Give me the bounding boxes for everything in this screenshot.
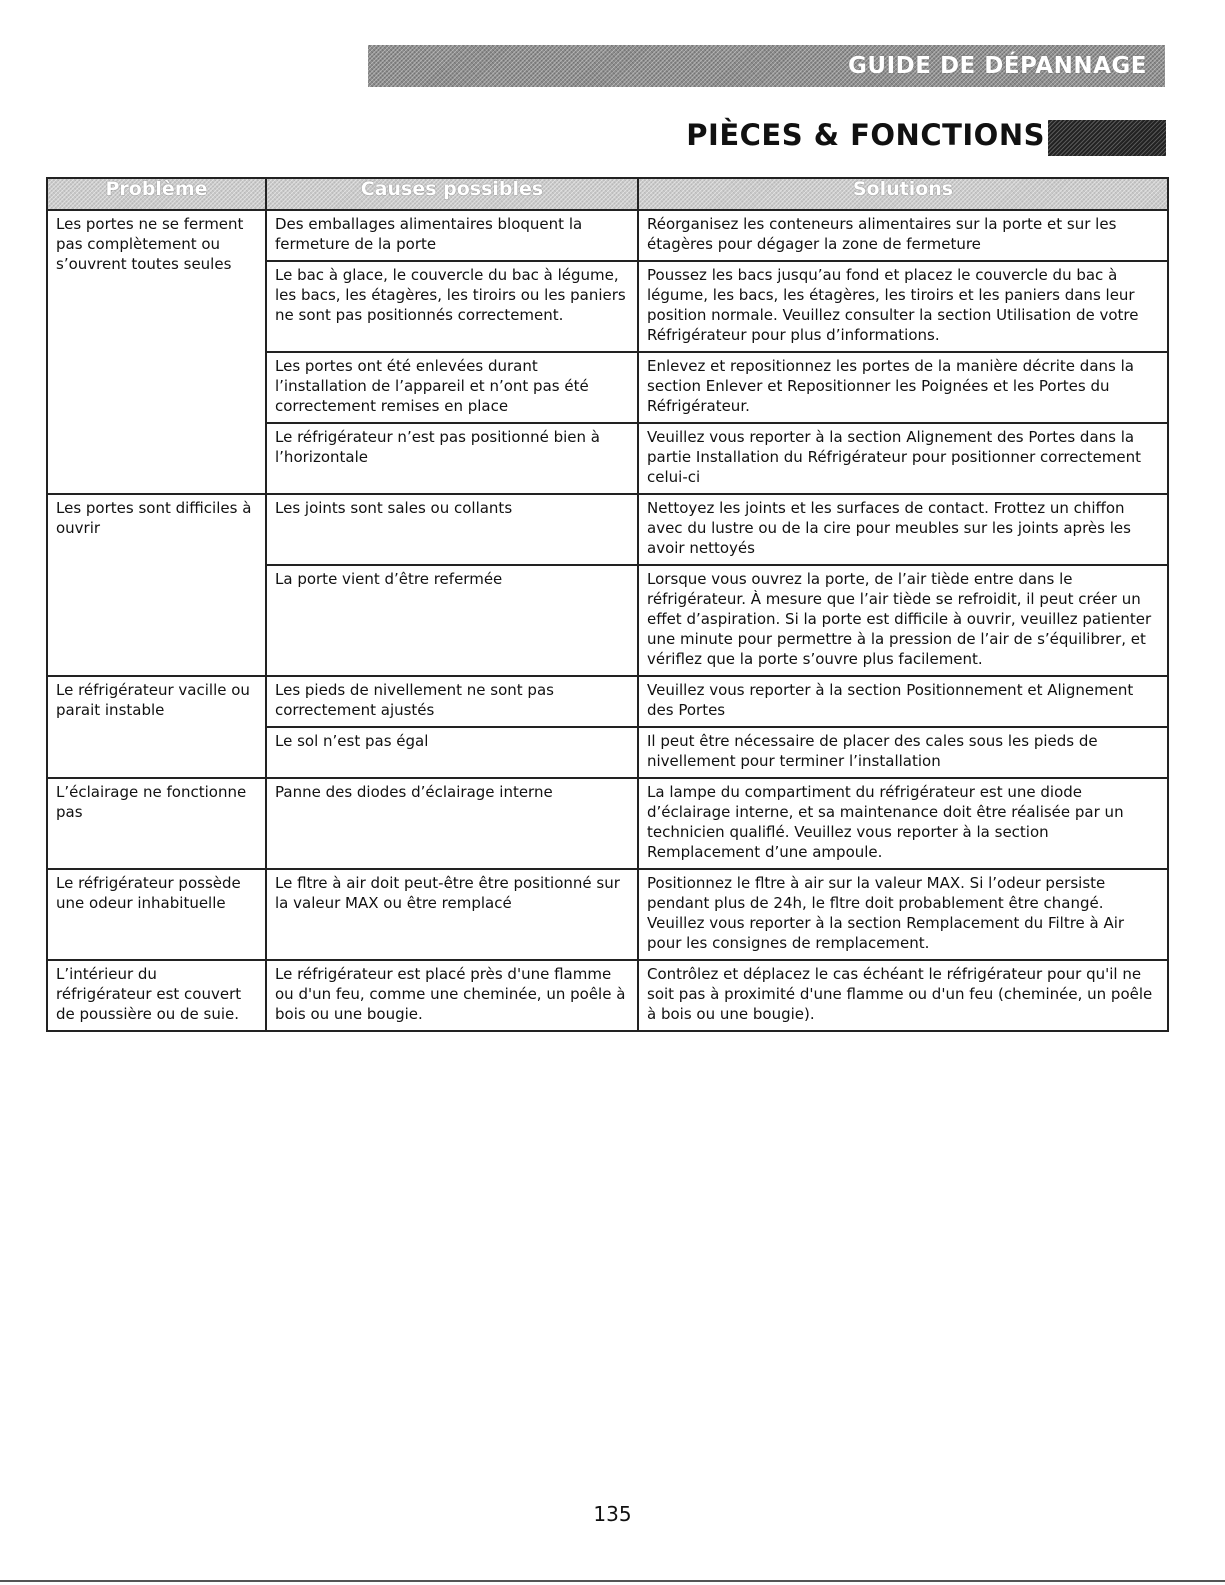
table-row [47,676,1168,727]
problem-cell: Le réfrigérateur vacille ou parait instable [47,676,266,778]
cause-cell: Le réfrigérateur n’est pas positionné bien à l’horizontale [266,423,638,494]
column-header-solutions: Solutions [638,178,1168,210]
table-row [47,960,1168,1031]
solution-cell: Enlevez et repositionnez les portes de la manière décrite dans la section Enlever et Repositionner les Poignées et les Portes du Réfrigérateur. [638,352,1168,423]
problem-cell: Les portes ne se ferment pas complètement ou s’ouvrent toutes seules [47,210,266,494]
column-header-causes: Causes possibles [266,178,638,210]
solution-cell: Réorganisez les conteneurs alimentaires sur la porte et sur les étagères pour dégager la zone de fermeture [638,210,1168,261]
column-header-problem: Problème [47,178,266,210]
cause-cell: Les portes ont été enlevées durant l’installation de l’appareil et n’ont pas été correctement remises en place [266,352,638,423]
solution-cell: Veuillez vous reporter à la section Alignement des Portes dans la partie Installation du Réfrigérateur pour positionner correctement celui-ci [638,423,1168,494]
banner-title: GUIDE DE DÉPANNAGE [848,53,1147,79]
cause-cell: Panne des diodes d’éclairage interne [266,778,638,869]
cause-cell: Les pieds de nivellement ne sont pas correctement ajustés [266,676,638,727]
table-row [47,778,1168,869]
table-header-row [47,178,1168,210]
bottom-divider [0,1580,1225,1582]
section-banner [368,45,1165,87]
cause-cell: Le bac à glace, le couvercle du bac à légume, les bacs, les étagères, les tiroirs ou les paniers ne sont pas positionnés correctement. [266,261,638,352]
problem-cell: L’intérieur du réfrigérateur est couvert de poussière ou de suie. [47,960,266,1031]
troubleshooting-table [46,177,1169,1032]
solution-cell: Contrôlez et déplacez le cas échéant le réfrigérateur pour qu'il ne soit pas à proximité d'une flamme ou d'un feu (cheminée, un poêle à bois ou une bougie). [638,960,1168,1031]
cause-cell: Les joints sont sales ou collants [266,494,638,565]
solution-cell: Il peut être nécessaire de placer des cales sous les pieds de nivellement pour terminer l’installation [638,727,1168,778]
solution-cell: Nettoyez les joints et les surfaces de contact. Frottez un chiffon avec du lustre ou de la cire pour meubles sur les joints après les avoir nettoyés [638,494,1168,565]
title-marker-block [1048,120,1166,156]
table-row [47,494,1168,565]
cause-cell: Le sol n’est pas égal [266,727,638,778]
problem-cell: Le réfrigérateur possède une odeur inhabituelle [47,869,266,960]
solution-cell: La lampe du compartiment du réfrigérateur est une diode d’éclairage interne, et sa maintenance doit être réalisée par un technicien qualiflé. Veuillez vous reporter à la section Remplacement d’une ampoule. [638,778,1168,869]
table-row [47,869,1168,960]
cause-cell: La porte vient d’être refermée [266,565,638,676]
solution-cell: Positionnez le fltre à air sur la valeur MAX. Si l’odeur persiste pendant plus de 24h, le fltre doit probablement être changé. Veuillez vous reporter à la section Remplacement du Filtre à Air pour les consignes de remplacement. [638,869,1168,960]
table-row [47,210,1168,261]
solution-cell: Lorsque vous ouvrez la porte, de l’air tiède entre dans le réfrigérateur. À mesure que l’air tiède se refroidit, il peut créer un effet d’aspiration. Si la porte est difficile à ouvrir, veuillez patienter une minute pour permettre à la pression de l’air de s’équilibrer, et vériflez que la porte s’ouvre plus facilement. [638,565,1168,676]
cause-cell: Le fltre à air doit peut-être être positionné sur la valeur MAX ou être remplacé [266,869,638,960]
problem-cell: L’éclairage ne fonctionne pas [47,778,266,869]
solution-cell: Veuillez vous reporter à la section Positionnement et Alignement des Portes [638,676,1168,727]
cause-cell: Des emballages alimentaires bloquent la fermeture de la porte [266,210,638,261]
page-number: 135 [593,1502,632,1526]
problem-cell: Les portes sont difficiles à ouvrir [47,494,266,676]
cause-cell: Le réfrigérateur est placé près d'une flamme ou d'un feu, comme une cheminée, un poêle à bois ou une bougie. [266,960,638,1031]
solution-cell: Poussez les bacs jusqu’au fond et placez le couvercle du bac à légume, les bacs, les étagères, les tiroirs et les paniers dans leur position normale. Veuillez consulter la section Utilisation de votre Réfrigérateur pour plus d’informations. [638,261,1168,352]
page-title: PIÈCES & FONCTIONS [686,118,1045,152]
